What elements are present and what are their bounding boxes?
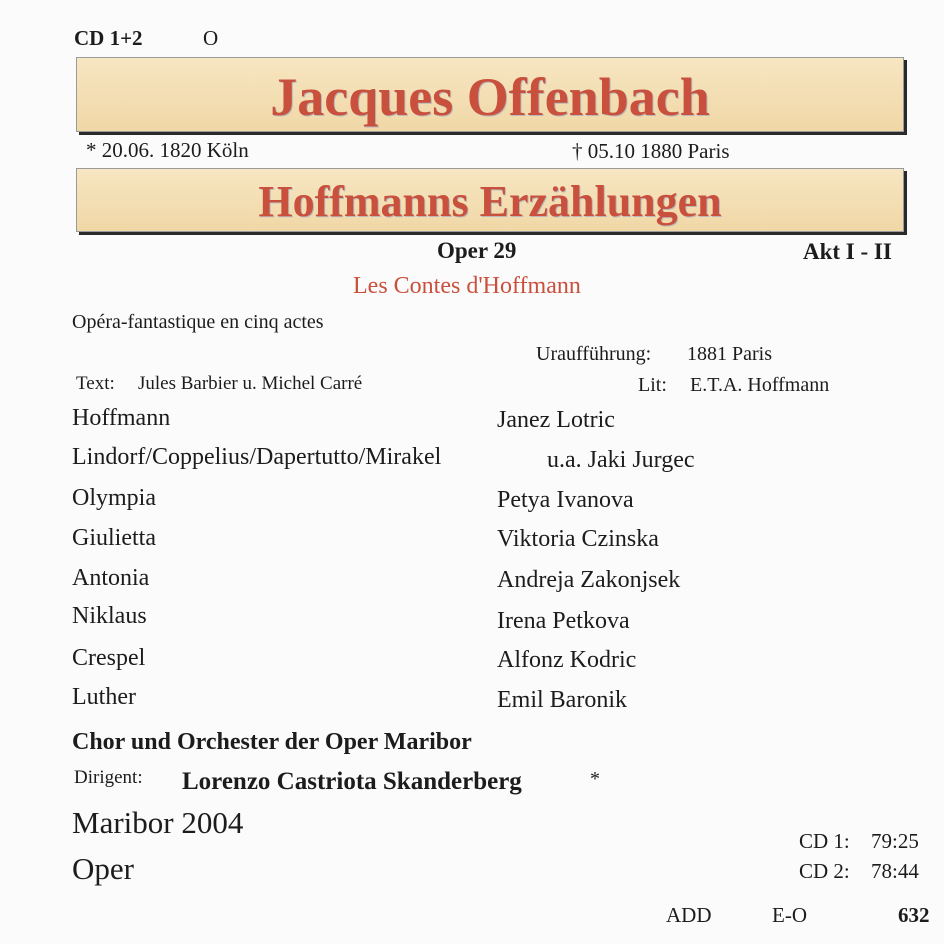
cd1-label: CD 1: xyxy=(799,829,850,853)
composer-banner xyxy=(76,57,904,132)
format-code: ADD xyxy=(666,903,712,927)
cd-label: CD 1+2 xyxy=(74,26,143,50)
text-label: Text: xyxy=(76,373,115,394)
cast-singer: Irena Petkova xyxy=(497,608,630,634)
lit-label: Lit: xyxy=(638,374,667,396)
cd2-label: CD 2: xyxy=(799,859,850,883)
opera-title: Hoffmanns Erzählungen xyxy=(258,177,722,226)
cast-role: Lindorf/Coppelius/Dapertutto/Mirakel xyxy=(72,444,442,470)
cast-role: Crespel xyxy=(72,645,146,671)
composer-name: Jacques Offenbach xyxy=(270,67,710,127)
premiere-label: Uraufführung: xyxy=(536,343,652,365)
cd1-duration: 79:25 xyxy=(871,829,919,853)
conductor-label: Dirigent: xyxy=(74,767,143,788)
recording-category: Oper xyxy=(72,851,134,886)
cast-singer: u.a. Jaki Jurgec xyxy=(547,447,695,473)
ensemble: Chor und Orchester der Oper Maribor xyxy=(72,729,472,755)
cast-singer: Andreja Zakonjsek xyxy=(497,567,681,593)
composer-birth: * 20.06. 1820 Köln xyxy=(86,138,249,162)
cast-singer: Viktoria Czinska xyxy=(497,526,659,552)
cast-role: Luther xyxy=(72,684,136,710)
opera-acts: Akt I - II xyxy=(803,239,892,264)
catalog-number: 632 xyxy=(898,903,930,927)
cast-singer: Alfonz Kodric xyxy=(497,647,637,673)
cast-singer: Petya Ivanova xyxy=(497,487,634,513)
conductor-mark: * xyxy=(590,768,600,790)
lit-value: E.T.A. Hoffmann xyxy=(690,374,830,396)
opera-catalog: Oper 29 xyxy=(437,238,517,263)
cast-role: Hoffmann xyxy=(72,405,171,431)
conductor-name: Lorenzo Castriota Skanderberg xyxy=(182,768,522,795)
text-value: Jules Barbier u. Michel Carré xyxy=(138,373,363,394)
cast-role: Giulietta xyxy=(72,525,156,551)
premiere-value: 1881 Paris xyxy=(687,343,772,365)
cast-role: Olympia xyxy=(72,485,156,511)
genre: Opéra-fantastique en cinq actes xyxy=(72,311,324,333)
recording-place-year: Maribor 2004 xyxy=(72,805,244,840)
marker-label: O xyxy=(203,26,219,50)
original-title: Les Contes d'Hoffmann xyxy=(353,273,581,299)
cast-role: Niklaus xyxy=(72,603,147,629)
genre-code: E-O xyxy=(772,903,807,927)
cast-singer: Emil Baronik xyxy=(497,687,627,713)
cast-role: Antonia xyxy=(72,565,150,591)
cd2-duration: 78:44 xyxy=(871,859,919,883)
opera-title-banner xyxy=(76,168,904,232)
composer-death: † 05.10 1880 Paris xyxy=(572,139,730,163)
cast-singer: Janez Lotric xyxy=(497,407,615,433)
